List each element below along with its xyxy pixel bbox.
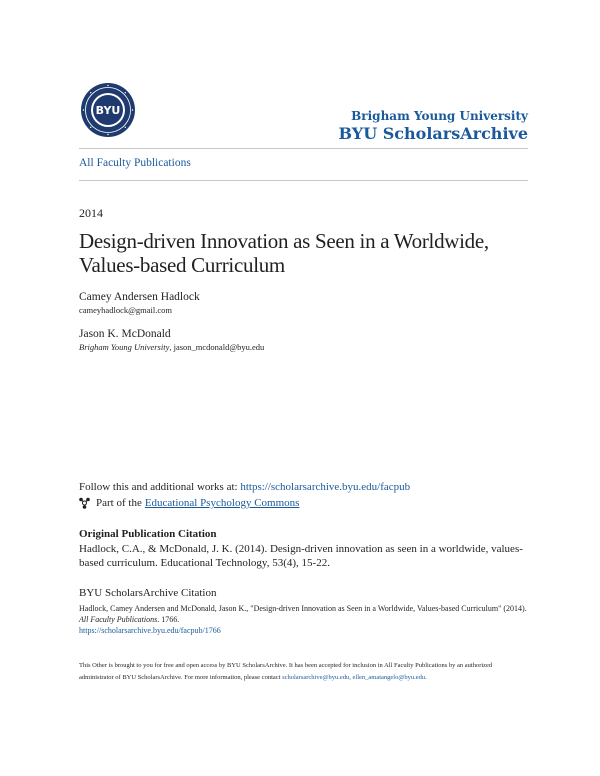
citation-url-link[interactable]: https://scholarsarchive.byu.edu/facpub/1766: [79, 626, 221, 635]
footer-text: This Other is brought to you for free and open access by BYU ScholarsArchive. It has been accepted for inclusion in All Faculty Publications by an authorized administrator of BYU ScholarsArchive. For more information, please contact: [79, 662, 493, 681]
citation-post: . 1766.: [157, 615, 180, 624]
follow-label: Follow this and additional works at:: [79, 481, 238, 493]
part-of-line: [79, 497, 299, 509]
divider-bottom: [79, 180, 528, 181]
archive-citation-text: [79, 603, 529, 636]
original-citation-text: Hadlock, C.A., & McDonald, J. K. (2014). Design-driven innovation as seen in a worldwide, values-based curriculum. Educational Technology, 53(4), 15-22.: [79, 543, 523, 569]
citation-pre: Hadlock, Camey Andersen and McDonald, Jason K., "Design-driven Innovation as Seen in a Worldwide, Values-based Curriculum" (2014).: [79, 604, 527, 613]
author-affiliation: Brigham Young University: [79, 342, 170, 352]
follow-line: [79, 481, 410, 493]
contact-email-link[interactable]: scholarsarchive@byu.edu, ellen_amatangelo@byu.edu: [282, 674, 426, 681]
paper-title: Design-driven Innovation as Seen in a Worldwide, Values-based Curriculum: [79, 229, 489, 277]
author-name: Camey Andersen Hadlock: [79, 291, 200, 303]
collection-link[interactable]: All Faculty Publications: [79, 157, 191, 169]
original-citation-heading: Original Publication Citation: [79, 528, 217, 540]
author-1: [79, 290, 200, 316]
institution-block: [339, 109, 528, 144]
author-email: cameyhadlock@gmail.com: [79, 305, 173, 315]
author-affiliation-line: Brigham Young University, jason_mcdonald@byu.edu: [79, 342, 265, 352]
educational-psychology-commons-link[interactable]: Educational Psychology Commons: [144, 497, 300, 509]
citation-series: All Faculty Publications: [79, 615, 158, 624]
archive-citation-heading: BYU ScholarsArchive Citation: [79, 587, 217, 599]
footer-end: .: [425, 674, 427, 681]
footer-notice: [79, 660, 527, 684]
author-name: Jason K. McDonald: [79, 328, 171, 340]
facpub-url-link[interactable]: https://scholarsarchive.byu.edu/facpub: [240, 481, 411, 493]
byu-seal-icon: [80, 82, 136, 138]
institution-name: Brigham Young University: [351, 109, 528, 123]
publication-year: 2014: [79, 206, 103, 220]
commons-network-icon: [79, 497, 90, 509]
seal-text: BYU: [95, 104, 121, 117]
author-2: [79, 327, 264, 353]
author-email: jason_mcdonald@byu.edu: [173, 342, 265, 352]
archive-name[interactable]: BYU ScholarsArchive: [338, 124, 528, 143]
part-of-label: Part of the: [96, 497, 142, 509]
divider-top: [79, 148, 528, 149]
